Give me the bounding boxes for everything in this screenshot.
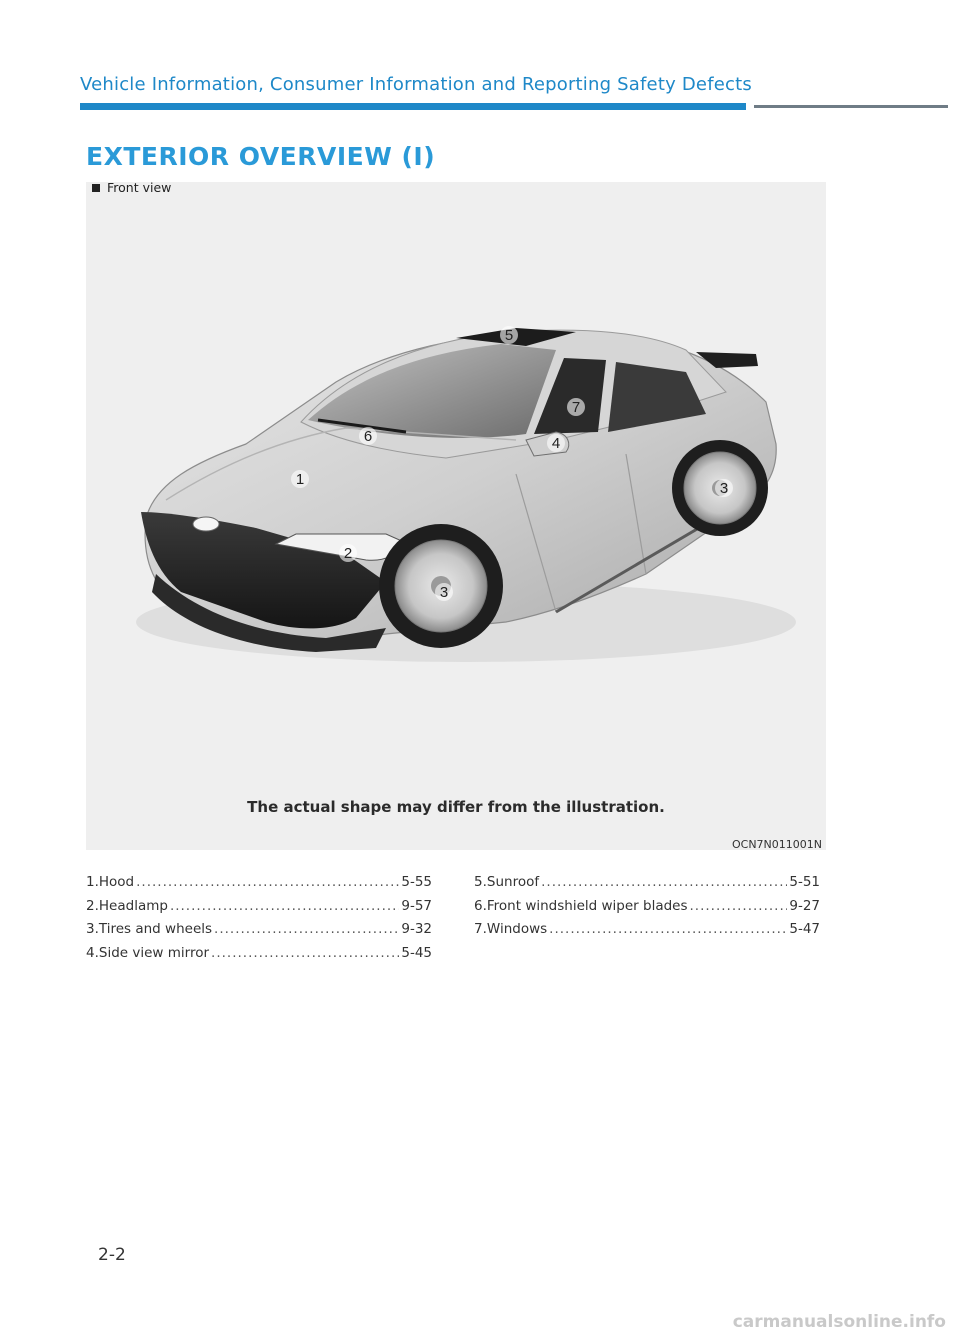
item-label: Tires and wheels [98, 921, 213, 937]
callout-7: 7 [571, 399, 581, 416]
item-page: 9-32 [401, 921, 432, 937]
item-page: 5-55 [401, 874, 432, 890]
item-page: 5-51 [789, 874, 820, 890]
item-label: Windows [486, 921, 548, 937]
item-label: Side view mirror [98, 944, 210, 961]
callout-3-front: 3 [439, 584, 449, 601]
list-item [474, 874, 820, 898]
header-rule-gray [754, 105, 948, 108]
item-number: 2. [86, 897, 99, 914]
item-number: 6. [474, 897, 487, 914]
figure-code: OCN7N011001N [731, 838, 822, 851]
view-label-text: Front view [107, 180, 172, 195]
parts-list-right [474, 874, 820, 945]
list-item [86, 945, 432, 969]
item-page: 5-47 [789, 921, 820, 937]
item-number: 5. [474, 874, 487, 890]
callout-5: 5 [504, 327, 514, 344]
item-number: 3. [86, 921, 99, 937]
chapter-title: Vehicle Information, Consumer Information and Reporting Safety Defects [80, 74, 752, 95]
item-label: Headlamp [98, 897, 168, 914]
list-item [86, 898, 432, 922]
leader-dots [549, 921, 787, 937]
item-page: 9-27 [789, 897, 820, 914]
item-label: Front windshield wiper blades [486, 897, 688, 914]
item-number: 4. [86, 944, 99, 961]
parts-list-left [86, 874, 432, 968]
header-rule-blue [80, 103, 746, 110]
section-title: EXTERIOR OVERVIEW (I) [86, 142, 436, 171]
list-item [474, 921, 820, 945]
list-item [86, 921, 432, 945]
callout-4: 4 [551, 435, 561, 452]
item-number: 1. [86, 874, 99, 890]
leader-dots [690, 898, 788, 914]
callout-6: 6 [363, 428, 373, 445]
exterior-figure [86, 182, 826, 850]
item-label: Sunroof [486, 874, 540, 890]
page-number: 2-2 [98, 1245, 126, 1265]
leader-dots [214, 921, 399, 937]
list-item [474, 898, 820, 922]
item-page: 9-57 [401, 897, 432, 914]
leader-dots [170, 898, 399, 914]
leader-dots [541, 874, 787, 890]
item-label: Hood [98, 874, 135, 890]
figure-disclaimer: The actual shape may differ from the illustration. [247, 798, 665, 816]
car-illustration [86, 182, 826, 850]
watermark: carmanualsonline.info [732, 1312, 946, 1332]
list-item [86, 874, 432, 898]
callout-3-rear: 3 [719, 480, 729, 497]
item-number: 7. [474, 921, 487, 937]
leader-dots [211, 945, 399, 961]
item-page: 5-45 [401, 944, 432, 961]
callout-1: 1 [295, 471, 305, 488]
callout-2: 2 [343, 545, 353, 562]
leader-dots [136, 874, 399, 890]
